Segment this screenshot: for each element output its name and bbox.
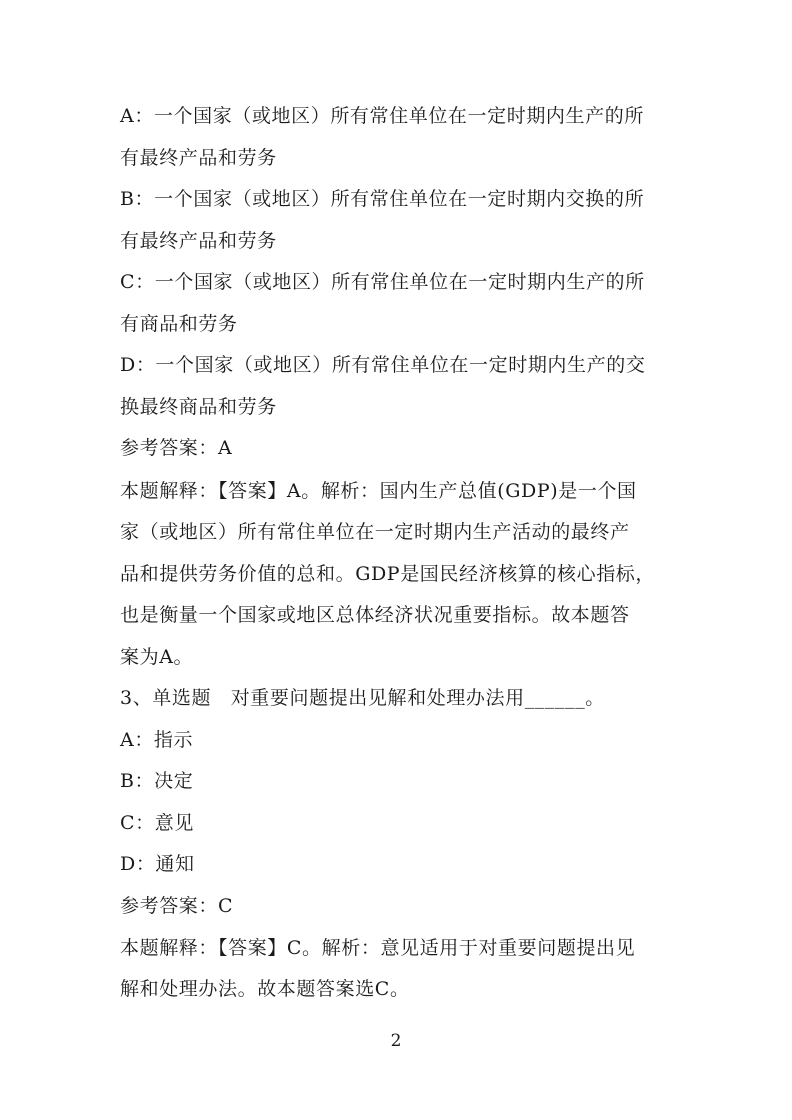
q3-option-b: B：决定 bbox=[120, 770, 194, 792]
option-c-line-1: C：一个国家（或地区）所有常住单位在一定时期内生产的所 bbox=[120, 271, 645, 293]
option-b-line-1: B：一个国家（或地区）所有常住单位在一定时期内交换的所 bbox=[120, 188, 645, 210]
q3-option-d: D：通知 bbox=[120, 853, 195, 875]
option-b-line-2: 有最终产品和劳务 bbox=[120, 230, 277, 252]
explanation-line-1: 本题解释：【答案】A。解析：国内生产总值(GDP)是一个国 bbox=[120, 480, 637, 502]
explanation-line-5: 案为A。 bbox=[120, 646, 194, 668]
explanation-line-4: 也是衡量一个国家或地区总体经济状况重要指标。故本题答 bbox=[120, 604, 630, 626]
option-d-line-2: 换最终商品和劳务 bbox=[120, 396, 277, 418]
option-c-line-2: 有商品和劳务 bbox=[120, 313, 238, 335]
q3-reference-answer: 参考答案：C bbox=[120, 895, 234, 917]
q3-explanation-line-2: 解和处理办法。故本题答案选C。 bbox=[120, 978, 410, 1000]
option-a-line-1: A：一个国家（或地区）所有常住单位在一定时期内生产的所 bbox=[120, 105, 644, 127]
explanation-line-3: 品和提供劳务价值的总和。GDP是国民经济核算的核心指标， bbox=[120, 563, 655, 585]
option-a-line-2: 有最终产品和劳务 bbox=[120, 147, 277, 169]
explanation-line-2: 家（或地区）所有常住单位在一定时期内生产活动的最终产 bbox=[120, 521, 630, 543]
option-d-line-1: D：一个国家（或地区）所有常住单位在一定时期内生产的交 bbox=[120, 354, 646, 376]
page-number: 2 bbox=[390, 1031, 402, 1051]
q3-explanation-line-1: 本题解释：【答案】C。解析：意见适用于对重要问题提出见 bbox=[120, 937, 636, 959]
q3-option-c: C：意见 bbox=[120, 812, 194, 834]
reference-answer: 参考答案：A bbox=[120, 437, 233, 459]
question-3: 3、单选题 对重要问题提出见解和处理办法用______。 bbox=[120, 687, 605, 709]
q3-option-a: A：指示 bbox=[120, 729, 194, 751]
